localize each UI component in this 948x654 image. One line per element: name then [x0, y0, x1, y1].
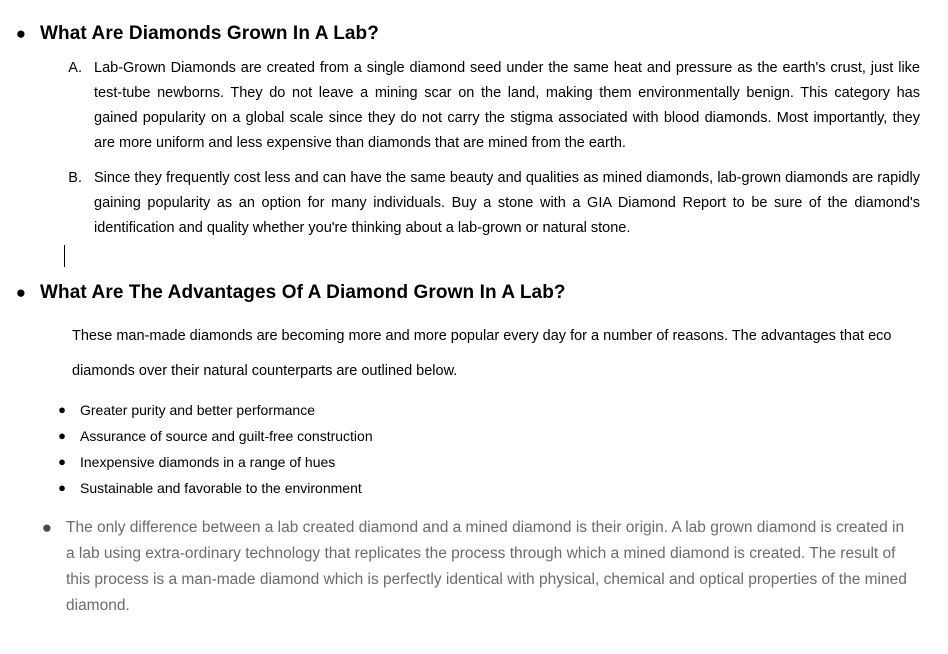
- bullet-icon: ●: [41, 518, 52, 537]
- list-item: [0, 423, 948, 449]
- bullet-icon: ●: [58, 480, 66, 495]
- list-item-text: Assurance of source and guilt-free construction: [80, 428, 373, 444]
- text-cursor-line[interactable]: [0, 241, 948, 271]
- list-item-marker: A.: [68, 60, 82, 76]
- closing-paragraph-item: [0, 515, 948, 619]
- bullet-icon: ●: [15, 24, 26, 43]
- section-heading-1-text: What Are Diamonds Grown In A Lab?: [40, 23, 379, 44]
- section-heading-2-text: What Are The Advantages Of A Diamond Grown In A Lab?: [40, 282, 566, 303]
- bullet-icon: ●: [58, 428, 66, 443]
- text-caret: [64, 245, 65, 267]
- section-2-intro-paragraph: These man-made diamonds are becoming more and more popular every day for a number of reasons. The advantages that eco diamonds over their natural counterparts are outlined below.: [72, 328, 892, 379]
- list-item-marker: B.: [68, 170, 82, 186]
- lettered-list: [0, 56, 948, 241]
- list-item: [0, 449, 948, 475]
- list-item: [0, 397, 948, 423]
- list-item-text: Since they frequently cost less and can have the same beauty and qualities as mined diamonds, lab-grown diamonds are rapidly gaining popularity as an option for many individuals. Buy a stone with a GIA Diamond Report to be sure of the diamond's identification and quality whether you're thinking about a lab-grown or natural stone.: [94, 170, 920, 236]
- list-item-text: Sustainable and favorable to the environment: [80, 480, 362, 496]
- list-item: [0, 166, 948, 241]
- advantages-list: [0, 397, 948, 501]
- closing-paragraph-text: The only difference between a lab created diamond and a mined diamond is their origin. A lab grown diamond is created in a lab using extra-ordinary technology that replicates the process through which a mined diamond is created. The result of this process is a man-made diamond which is perfectly identical with physical, chemical and optical properties of the mined diamond.: [66, 519, 907, 614]
- list-item: [0, 56, 948, 156]
- bullet-icon: ●: [58, 402, 66, 417]
- list-item-text: Lab-Grown Diamonds are created from a single diamond seed under the same heat and pressure as the earth's crust, just like test-tube newborns. They do not leave a mining scar on the land, making them environmentally benign. This category has gained popularity on a global scale since they do not carry the stigma associated with blood diamonds. Most importantly, they are more uniform and less expensive than diamonds that are mined from the earth.: [94, 60, 920, 151]
- section-heading-1: [0, 0, 948, 46]
- list-item-text: Greater purity and better performance: [80, 402, 316, 418]
- bullet-icon: ●: [15, 283, 26, 302]
- section-heading-2: [0, 271, 948, 305]
- list-item: [0, 475, 948, 501]
- list-item-text: Inexpensive diamonds in a range of hues: [80, 454, 336, 470]
- bullet-icon: ●: [58, 454, 66, 469]
